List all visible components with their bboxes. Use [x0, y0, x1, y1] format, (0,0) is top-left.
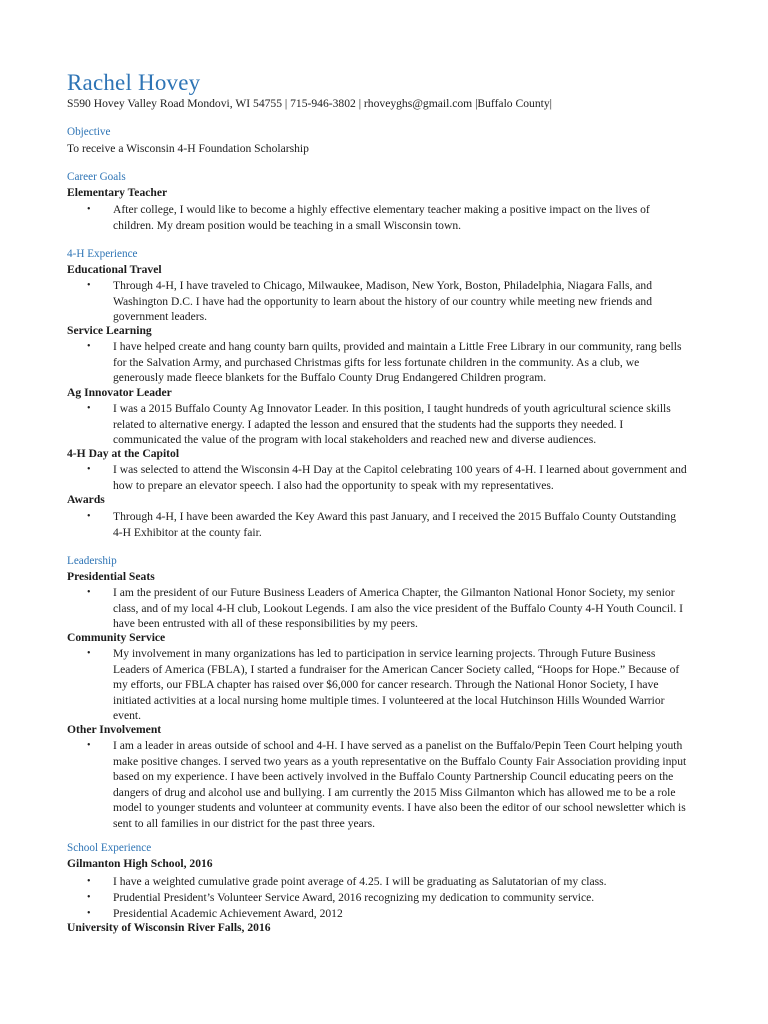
list-item	[87, 401, 687, 448]
bullet-icon: •	[87, 648, 91, 659]
bullet-icon: •	[87, 204, 91, 215]
list-item	[87, 738, 687, 832]
bullet-icon: •	[87, 341, 91, 352]
career-goals-heading: Career Goals	[67, 171, 126, 183]
school-experience-heading: School Experience	[67, 842, 152, 854]
4h-experience-heading: 4-H Experience	[67, 248, 138, 260]
bullet-icon: •	[87, 908, 91, 919]
bullet-icon: •	[87, 892, 91, 903]
list-item	[87, 585, 687, 632]
list-item	[87, 462, 687, 493]
list-item	[87, 509, 687, 540]
list-item-text: I was a 2015 Buffalo County Ag Innovator Leader. In this position, I taught hundreds of youth agricultural science skills related to alternative energy. I adapted the lesson and ensured that the students had the supports they needed. I communicated the value of the program with local stakeholders and reached new and diverse audiences.	[113, 402, 671, 447]
list-item	[87, 906, 687, 922]
list-item-text: I am the president of our Future Business Leaders of America Chapter, the Gilmanton National Honor Society, my senior class, and of my local 4-H club, Lookout Legends. I am also the vice president of the Buffalo County 4-H Youth Council. I have been entrusted with all of these responsibilities by my peers.	[113, 586, 684, 631]
list-item	[87, 874, 687, 890]
bullet-icon: •	[87, 740, 91, 751]
bullet-icon: •	[87, 587, 91, 598]
objective-heading: Objective	[67, 126, 111, 138]
subheading-awards: Awards	[67, 493, 105, 506]
objective-text: To receive a Wisconsin 4-H Foundation Scholarship	[67, 142, 309, 155]
contact-line: S590 Hovey Valley Road Mondovi, WI 54755 | 715-946-3802 | rhoveyghs@gmail.com |Buffalo County|	[67, 97, 552, 110]
list-item	[87, 646, 687, 724]
leadership-heading: Leadership	[67, 555, 117, 567]
subheading-other-involvement: Other Involvement	[67, 723, 162, 736]
bullet-icon: •	[87, 511, 91, 522]
list-item-text: I have helped create and hang county barn quilts, provided and maintain a Little Free Library in our community, rang bells for the Salvation Army, and purchased Christmas gifts for less fortunate children in the community. As a club, we generously made fleece blankets for the Buffalo County Drug Endangered Children program.	[113, 340, 682, 385]
subheading-presidential-seats: Presidential Seats	[67, 570, 155, 583]
bullet-icon: •	[87, 403, 91, 414]
list-item-text: After college, I would like to become a highly effective elementary teacher making a positive impact on the lives of children. My dream position would be teaching in a small Wisconsin town.	[113, 203, 650, 232]
bullet-icon: •	[87, 280, 91, 291]
list-item-text: Through 4-H, I have been awarded the Key Award this past January, and I received the 2015 Buffalo County Outstanding 4-H Exhibitor at the county fair.	[113, 510, 677, 539]
list-item	[87, 202, 687, 233]
subheading-community-service: Community Service	[67, 631, 166, 644]
list-item-text: I have a weighted cumulative grade point average of 4.25. I will be graduating as Salutatorian of my class.	[113, 875, 607, 888]
list-item	[87, 339, 687, 386]
subheading-uw-river-falls: University of Wisconsin River Falls, 2016	[67, 921, 271, 934]
bullet-icon: •	[87, 464, 91, 475]
list-item-text: I am a leader in areas outside of school and 4-H. I have served as a panelist on the Buffalo/Pepin Teen Court helping youth make positive changes. I served two years as a youth representative on the Buffalo County Fair Association providing input based on my experience. I have been actively involved in the Buffalo County Partnership Council educating peers on the dangers of drug and alcohol use and bullying. I am currently the 2015 Miss Gilmanton which has allowed me to be a role model to younger students and volunteer at community events. I have also been the editor of our school newsletter which is sent to all families in our district for the past three years.	[113, 739, 687, 830]
subheading-educational-travel: Educational Travel	[67, 263, 162, 276]
subheading-gilmanton-high-school: Gilmanton High School, 2016	[67, 857, 213, 870]
list-item-text: Prudential President’s Volunteer Service Award, 2016 recognizing my dedication to community service.	[113, 891, 595, 904]
applicant-name: Rachel Hovey	[67, 70, 201, 95]
list-item-text: Presidential Academic Achievement Award, 2012	[113, 907, 343, 920]
subheading-elementary-teacher: Elementary Teacher	[67, 186, 168, 199]
list-item-text: Through 4-H, I have traveled to Chicago, Milwaukee, Madison, New York, Boston, Philadelphia, Niagara Falls, and Washington D.C. I have had the opportunity to learn about the history of our country while meeting new friends and government leaders.	[113, 279, 653, 324]
list-item-text: My involvement in many organizations has led to participation in service learning projects. Through Future Business Leaders of America (FBLA), I started a fundraiser for the American Cancer Society called, “Hoops for Hope.” Because of my efforts, our FBLA chapter has raised over $6,000 for cancer research. Through the National Honor Society, I have initiated activities at a local nursing home multiple times. I volunteered at the local Hutchinson Hills Wounded Warrior event.	[113, 647, 680, 723]
list-item-text: I was selected to attend the Wisconsin 4-H Day at the Capitol celebrating 100 years of 4-H. I learned about government and how to prepare an elevator speech. I also had the opportunity to speak with my representatives.	[113, 463, 687, 492]
subheading-ag-innovator-leader: Ag Innovator Leader	[67, 386, 172, 399]
bullet-icon: •	[87, 876, 91, 887]
subheading-4h-day-at-capitol: 4-H Day at the Capitol	[67, 447, 180, 460]
list-item	[87, 278, 687, 325]
list-item	[87, 890, 687, 906]
subheading-service-learning: Service Learning	[67, 324, 152, 337]
